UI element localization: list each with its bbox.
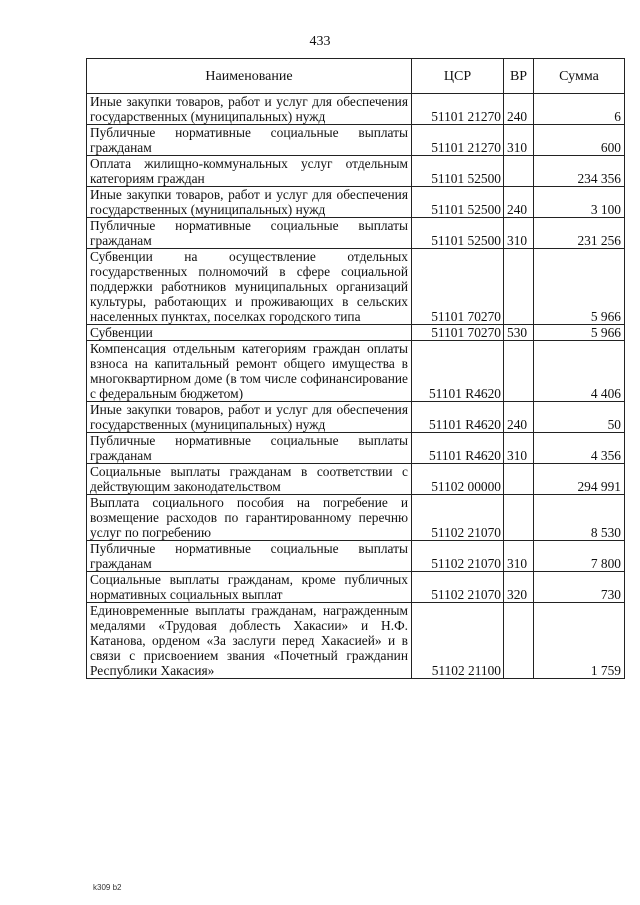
table-row <box>87 572 625 603</box>
row-sum: 600 <box>534 125 625 156</box>
row-name: Иные закупки товаров, работ и услуг для обеспечения государственных (муниципальных) нужд <box>87 402 412 433</box>
header-csr: ЦСР <box>412 59 504 94</box>
row-name: Социальные выплаты гражданам в соответствии с действующим законодательством <box>87 464 412 495</box>
table-row <box>87 156 625 187</box>
row-csr: 51101 52500 <box>412 187 504 218</box>
row-name: Иные закупки товаров, работ и услуг для обеспечения государственных (муниципальных) нужд <box>87 187 412 218</box>
row-name: Единовременные выплаты гражданам, награжденным медалями «Трудовая доблесть Хакасии» и Н.Ф. Катанова, орденом «За заслуги перед Хакасией» и в связи с присвоением звания «Почетный гражданин Республики Хакасия» <box>87 603 412 679</box>
row-vr <box>504 464 534 495</box>
page-number: 433 <box>309 34 331 49</box>
row-csr: 51102 21070 <box>412 541 504 572</box>
row-sum: 50 <box>534 402 625 433</box>
table-row <box>87 187 625 218</box>
row-vr: 240 <box>504 402 534 433</box>
table-row <box>87 495 625 541</box>
row-name: Публичные нормативные социальные выплаты гражданам <box>87 125 412 156</box>
row-vr: 310 <box>504 125 534 156</box>
table-row <box>87 402 625 433</box>
row-name: Субвенции <box>87 325 412 341</box>
row-sum: 8 530 <box>534 495 625 541</box>
row-name: Публичные нормативные социальные выплаты гражданам <box>87 433 412 464</box>
row-csr: 51101 21270 <box>412 125 504 156</box>
footer-code: k309 b2 <box>93 883 122 892</box>
table-row <box>87 341 625 402</box>
row-csr: 51102 21070 <box>412 495 504 541</box>
row-csr: 51102 00000 <box>412 464 504 495</box>
table-row <box>87 603 625 679</box>
row-vr <box>504 156 534 187</box>
budget-table <box>86 58 625 679</box>
row-name: Социальные выплаты гражданам, кроме публичных нормативных социальных выплат <box>87 572 412 603</box>
row-sum: 1 759 <box>534 603 625 679</box>
row-vr: 530 <box>504 325 534 341</box>
row-csr: 51101 R4620 <box>412 341 504 402</box>
row-csr: 51102 21070 <box>412 572 504 603</box>
row-sum: 294 991 <box>534 464 625 495</box>
row-sum: 4 406 <box>534 341 625 402</box>
row-vr <box>504 249 534 325</box>
row-csr: 51101 70270 <box>412 325 504 341</box>
row-sum: 4 356 <box>534 433 625 464</box>
row-name: Выплата социального пособия на погребение и возмещение расходов по гарантированному перечню услуг по погребению <box>87 495 412 541</box>
table-row <box>87 433 625 464</box>
table-row <box>87 249 625 325</box>
row-name: Компенсация отдельным категориям граждан оплаты взноса на капитальный ремонт общего имущества в многоквартирном доме (в том числе софинансирование с федеральным бюджетом) <box>87 341 412 402</box>
row-vr: 310 <box>504 433 534 464</box>
table-row <box>87 218 625 249</box>
row-name: Публичные нормативные социальные выплаты гражданам <box>87 541 412 572</box>
header-vr: ВР <box>504 59 534 94</box>
row-vr: 240 <box>504 94 534 125</box>
row-csr: 51101 52500 <box>412 218 504 249</box>
row-sum: 7 800 <box>534 541 625 572</box>
row-sum: 6 <box>534 94 625 125</box>
row-csr: 51101 52500 <box>412 156 504 187</box>
row-sum: 3 100 <box>534 187 625 218</box>
row-sum: 234 356 <box>534 156 625 187</box>
row-vr <box>504 603 534 679</box>
row-name: Оплата жилищно-коммунальных услуг отдельным категориям граждан <box>87 156 412 187</box>
row-csr: 51101 21270 <box>412 94 504 125</box>
row-csr: 51101 70270 <box>412 249 504 325</box>
row-vr: 240 <box>504 187 534 218</box>
row-vr <box>504 495 534 541</box>
row-vr: 320 <box>504 572 534 603</box>
header-sum: Сумма <box>534 59 625 94</box>
table-row <box>87 125 625 156</box>
row-sum: 5 966 <box>534 325 625 341</box>
row-csr: 51101 R4620 <box>412 402 504 433</box>
row-name: Публичные нормативные социальные выплаты гражданам <box>87 218 412 249</box>
row-vr <box>504 341 534 402</box>
row-csr: 51101 R4620 <box>412 433 504 464</box>
table-row <box>87 541 625 572</box>
table-header-row <box>87 59 625 94</box>
row-csr: 51102 21100 <box>412 603 504 679</box>
table-row <box>87 464 625 495</box>
row-sum: 5 966 <box>534 249 625 325</box>
header-name: Наименование <box>87 59 412 94</box>
table-row <box>87 325 625 341</box>
row-vr: 310 <box>504 218 534 249</box>
row-sum: 231 256 <box>534 218 625 249</box>
row-vr: 310 <box>504 541 534 572</box>
row-name: Иные закупки товаров, работ и услуг для обеспечения государственных (муниципальных) нужд <box>87 94 412 125</box>
row-name: Субвенции на осуществление отдельных государственных полномочий в сфере социальной поддержки работников муниципальных организаций культуры, работающих и проживающих в сельских населенных пунктах, поселках городского типа <box>87 249 412 325</box>
table-row <box>87 94 625 125</box>
row-sum: 730 <box>534 572 625 603</box>
